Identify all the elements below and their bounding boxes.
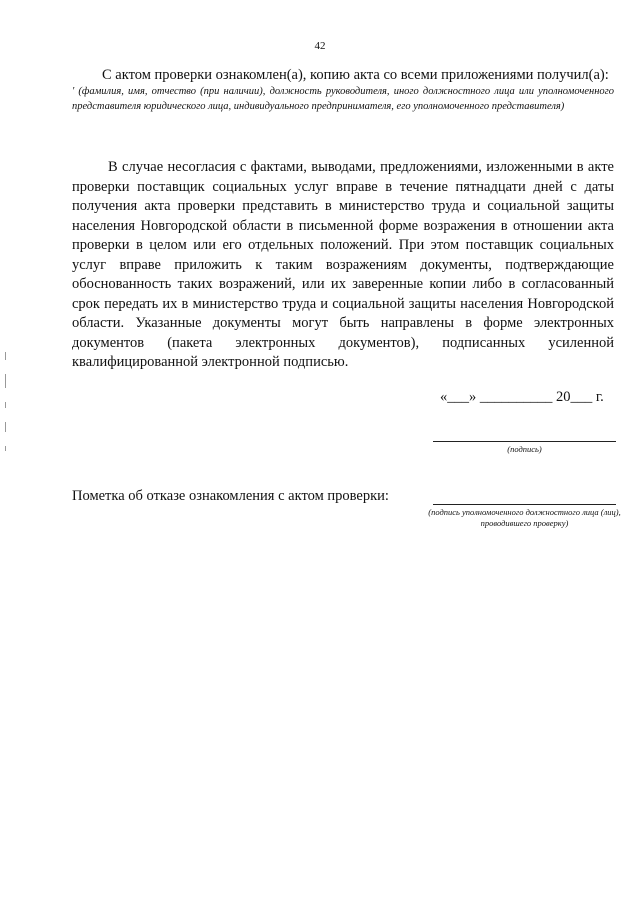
refusal-signature-caption: (подпись уполномоченного должностного лица (лиц), проводившего проверку) — [428, 507, 621, 528]
signature-caption: (подпись) — [507, 444, 542, 454]
disagreement-paragraph: В случае несогласия с фактами, выводами, предложениями, изложенными в акте проверки поставщик социальных услуг вправе в течение пятнадцати дней с даты получения акта проверки представить в министерство труда и социальной защиты населения Новгородской области в письменной форме возражения в отношении акта проверки в целом или его отдельных положений. При этом поставщик социальных услуг вправе приложить к таким возражениям документы, подтверждающие обоснованность таких возражений, или их заверенные копии либо в согласованный срок передать их в министерство труда и социальной защиты населения Новгородской области. Указанные документы могут быть направлены в форме электронных документов (пакета электронных документов), подписанных усиленной квалифицированной электронной подписью. — [72, 159, 614, 370]
scan-margin-marks — [5, 352, 9, 472]
acknowledgement-note: ' (фамилия, имя, отчество (при наличии), должность руководителя, иного должностного лица или уполномоченного представителя юридического лица, индивидуального предпринимателя, его уполномоченного представителя) — [72, 86, 614, 112]
refusal-label: Пометка об отказе ознакомления с актом проверки: — [72, 488, 389, 504]
signature-line — [433, 441, 616, 442]
acknowledgement-text: С актом проверки ознакомлен(а), копию акта со всеми приложениями получил(а): — [102, 67, 609, 83]
page-number: 42 — [314, 40, 326, 52]
date-field: «___» __________ 20___ г. — [440, 389, 604, 405]
refusal-signature-line — [433, 504, 616, 505]
acknowledgement-section — [72, 66, 614, 114]
